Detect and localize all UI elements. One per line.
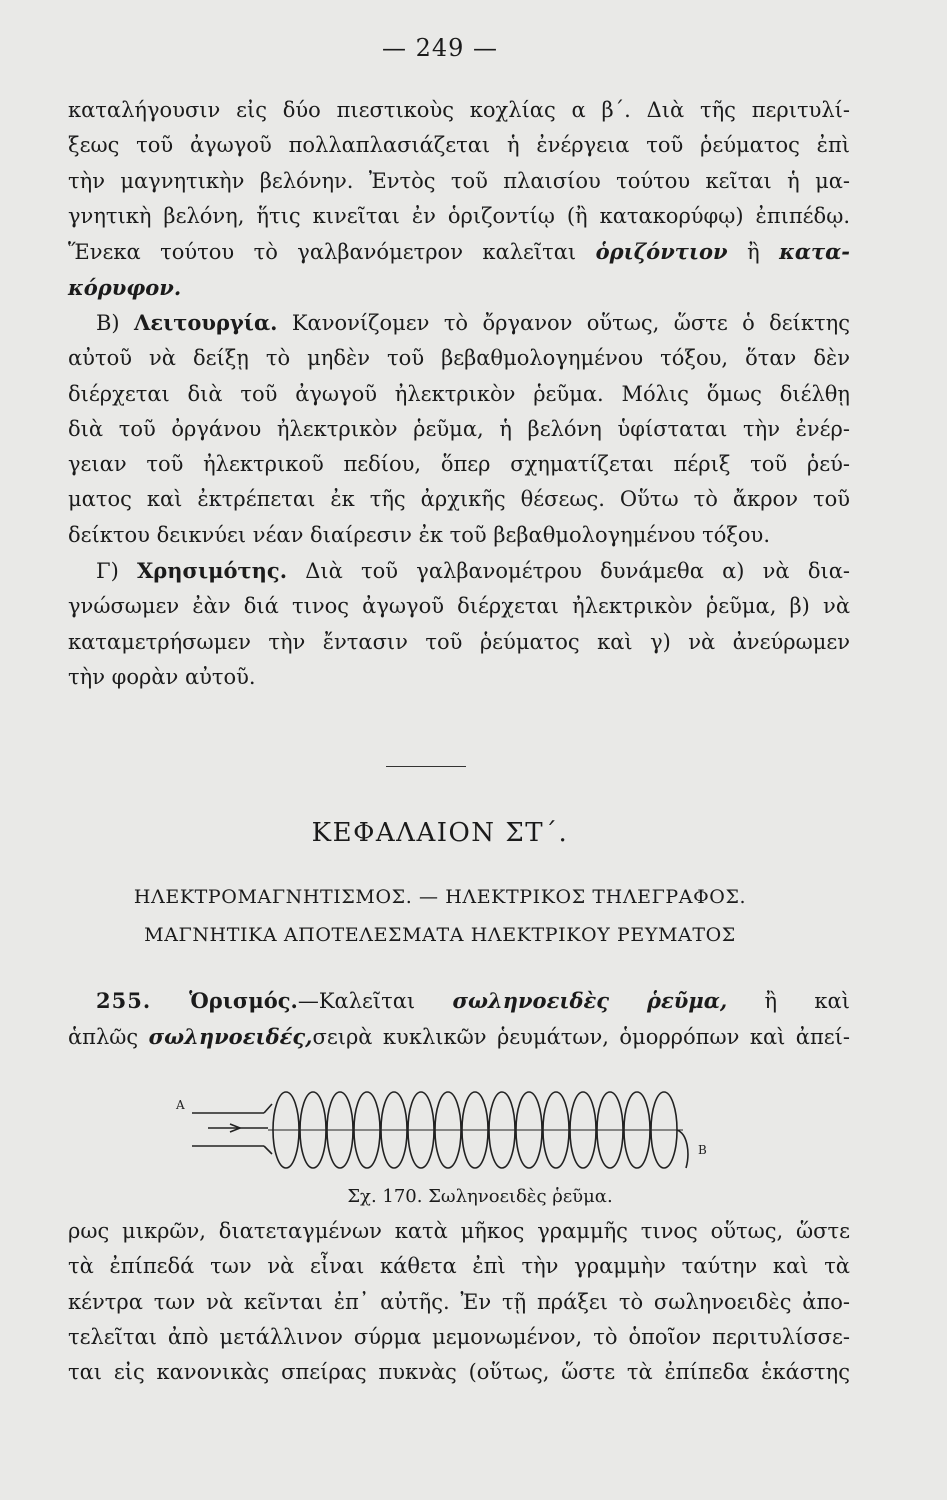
section-divider: [386, 766, 466, 767]
text-line: γειαν τοῦ ἠλεκτρικοῦ πεδίου, ὅπερ σχηματίζεται πέριξ τοῦ ῥεύ-: [68, 452, 850, 477]
chapter-subtitle-2: ΜΑΓΝΗΤΙΚΑ ΑΠΟΤΕΛΕΣΜΑΤΑ ΗΛΕΚΤΡΙΚΟΥ ΡΕΥΜΑΤΟΣ: [144, 924, 736, 946]
lead-wire-b-end: [677, 1130, 688, 1168]
term-solenoid: σωληνοειδές,: [148, 1024, 313, 1050]
text-fragment: Διὰ τοῦ γαλβανομέτρου δυνάμεθα α) νὰ δια-: [287, 559, 850, 583]
page-number: — 249 —: [381, 34, 499, 62]
text-fragment: ἁπλῶς: [68, 1025, 149, 1050]
text-fragment: Κανονίζομεν τὸ ὄργανον οὕτως, ὥστε ὁ δείκτης: [277, 311, 850, 335]
text-line: ματος καὶ ἐκτρέπεται ἐκ τῆς ἀρχικῆς θέσεως. Οὕτω τὸ ἄκρον τοῦ: [68, 487, 850, 512]
text-line: ται εἰς κανονικὰς σπείρας πυκνὰς (οὕτως, ὥστε τὰ ἐπίπεδα ἑκάστης: [68, 1360, 850, 1385]
section-heading-usefulness: Χρησιμότης.: [136, 558, 288, 583]
text-line: τὴν φορὰν αὐτοῦ.: [68, 664, 256, 689]
figure-solenoid: [168, 1076, 728, 1186]
section-heading-operation: Λειτουργία.: [134, 310, 278, 335]
term-solenoid-current: σωληνοειδὲς ῥεῦμα,: [452, 988, 728, 1013]
paragraph-galvanometer-description: [68, 93, 850, 307]
section-letter: Β): [96, 311, 135, 335]
text-line: διέρχεται διὰ τοῦ ἀγωγοῦ ἠλεκτρικὸν ῥεῦμα. Μόλις ὅμως διέλθῃ: [68, 381, 850, 406]
text-fragment: ἢ: [727, 240, 780, 265]
text-line: κέντρα των νὰ κεῖνται ἐπ᾽ αὐτῆς. Ἐν τῇ πράξει τὸ σωληνοειδὲς ἀπο-: [68, 1289, 850, 1314]
text-fragment: ἢ καὶ: [727, 989, 850, 1013]
text-line: καταμετρήσωμεν τὴν ἔντασιν τοῦ ῥεύματος καὶ γ) νὰ ἀνεύρωμεν: [68, 629, 850, 654]
term-horizontal: ὁριζόντιον: [595, 239, 728, 265]
text-line: ρως μικρῶν, διατεταγμένων κατὰ μῆκος γραμμῆς τινος οὕτως, ὥστε: [68, 1219, 850, 1243]
text-line: [68, 983, 850, 1019]
section-letter: Γ): [96, 559, 137, 583]
label-a: A: [176, 1098, 185, 1112]
text-line: διὰ τοῦ ὀργάνου ἠλεκτρικὸν ῥεῦμα, ἡ βελόνη ὑφίσταται τὴν ἐνέρ-: [68, 416, 850, 441]
text-line: τὰ ἐπίπεδά των νὰ εἶναι κάθετα ἐπὶ τὴν γραμμὴν ταύτην καὶ τὰ: [68, 1254, 850, 1279]
text-fragment: Ἕνεκα τούτου τὸ γαλβανόμετρον καλεῖται: [68, 240, 596, 265]
text-line: τελεῖται ἀπὸ μετάλλινον σύρμα μεμονωμένον, τὸ ὁποῖον περιτυλίσσε-: [68, 1324, 850, 1349]
text-line: τὴν μαγνητικὴν βελόνην. Ἐντὸς τοῦ πλαισίου τούτου κεῖται ἡ μα-: [68, 168, 850, 193]
text-line: ξεως τοῦ ἀγωγοῦ πολλαπλασιάζεται ἡ ἐνέργεια τοῦ ῥεύματος ἐπὶ: [68, 133, 850, 158]
text-fragment: —Καλεῖται: [297, 989, 453, 1013]
text-line: [68, 305, 850, 341]
text-line: καταλήγουσιν εἰς δύο πιεστικοὺς κοχλίας α β΄. Διὰ τῆς περιτυλί-: [68, 98, 850, 122]
text-line: γνώσωμεν ἐὰν διά τινος ἀγωγοῦ διέρχεται ἠλεκτρικὸν ῥεῦμα, β) νὰ: [68, 594, 850, 619]
paragraph-usefulness: [68, 553, 850, 695]
text-line: αὐτοῦ νὰ δείξῃ τὸ μηδὲν τοῦ βεβαθμολογημένου τόξου, ὅταν δὲν: [68, 346, 850, 371]
text-line: δείκτου δεικνύει νέαν διαίρεσιν ἐκ τοῦ βεβαθμολογημένου τόξου.: [68, 522, 771, 547]
term-vertical: κατα-: [779, 239, 850, 265]
chapter-subtitle-1: ΗΛΕΚΤΡΟΜΑΓΝΗΤΙΣΜΟΣ. — ΗΛΕΚΤΡΙΚΟΣ ΤΗΛΕΓΡΑΦΟΣ.: [133, 886, 747, 908]
text-line: [68, 1019, 850, 1055]
text-line: [68, 553, 850, 589]
paragraph-number: 255.: [96, 988, 152, 1013]
paragraph-255-definition: [68, 983, 850, 1056]
label-b: B: [698, 1143, 707, 1157]
text-fragment: σειρὰ κυκλικῶν ῥευμάτων, ὁμορρόπων καὶ ἀπεί-: [312, 1025, 851, 1050]
text-line: [68, 270, 850, 306]
solenoid-drawing: [168, 1076, 728, 1186]
text-line: [68, 234, 850, 270]
chapter-title: ΚΕΦΑΛΑΙΟΝ ΣΤ΄.: [311, 818, 569, 848]
paragraph-heading: Ὁρισμός.: [151, 988, 298, 1013]
figure-caption: Σχ. 170. Σωληνοειδὲς ῥεῦμα.: [347, 1186, 613, 1207]
term-vertical-end: κόρυφον.: [68, 275, 182, 301]
paragraph-solenoid-continued: [68, 1214, 850, 1390]
paragraph-operation: [68, 305, 850, 553]
text-line: γνητικὴ βελόνη, ἥτις κινεῖται ἐν ὁριζοντίῳ (ἢ κατακορύφῳ) ἐπιπέδῳ.: [68, 203, 850, 228]
